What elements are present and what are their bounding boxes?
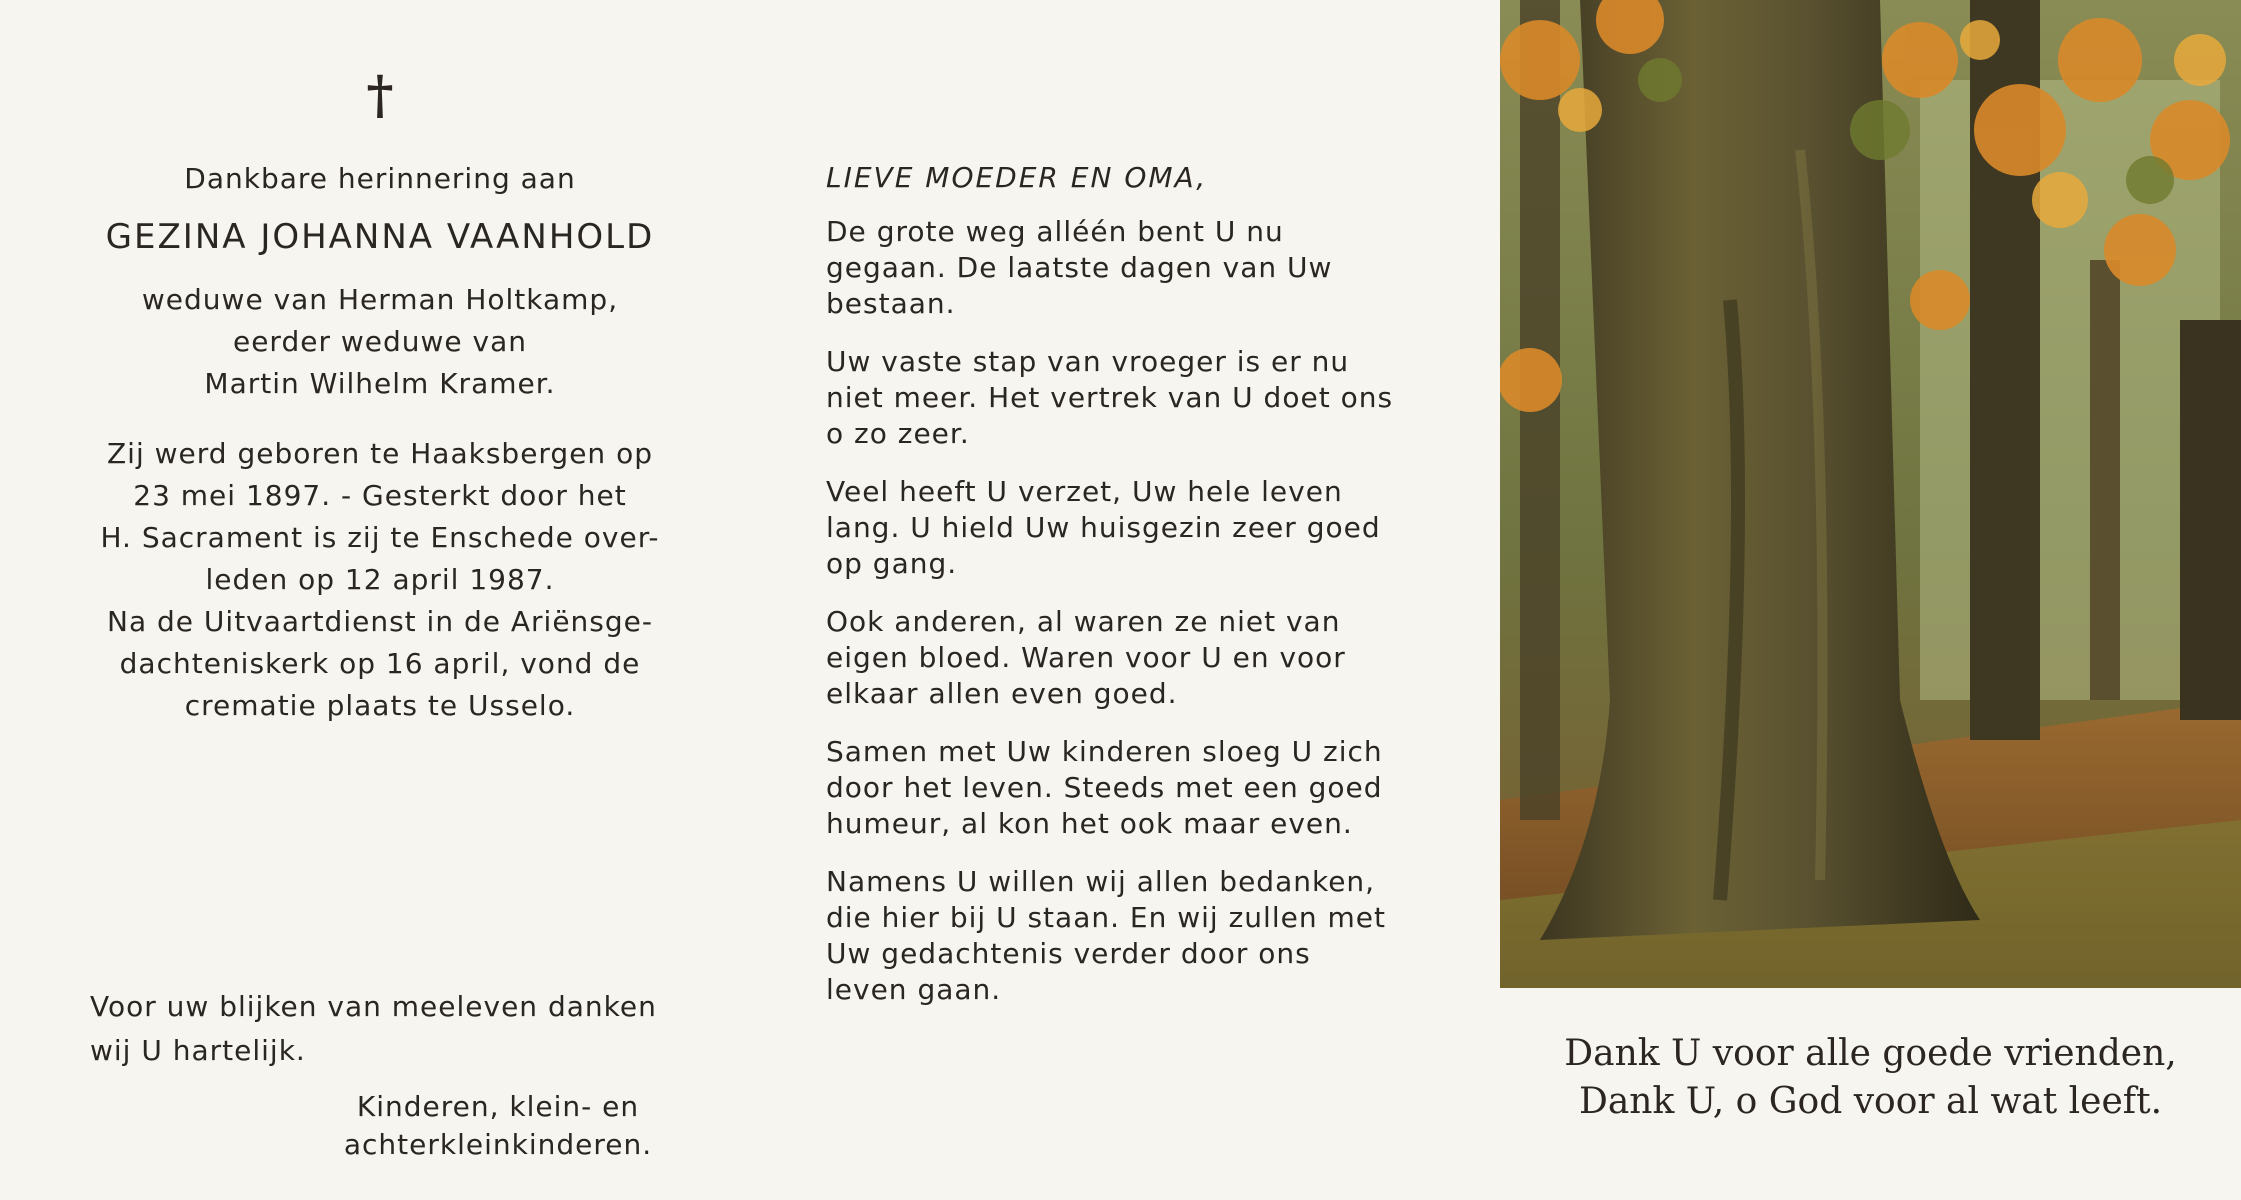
poem-line: niet meer. Het vertrek van U doet ons xyxy=(826,381,1394,414)
poem-line: Namens U willen wij allen bedanken, xyxy=(826,865,1376,898)
poem-stanza xyxy=(826,474,1426,582)
poem-stanza xyxy=(826,864,1426,1008)
poem-title: LIEVE MOEDER EN OMA, xyxy=(826,161,1208,194)
bio-line: leden op 12 april 1987. xyxy=(205,563,555,596)
bio-line: crematie plaats te Usselo. xyxy=(184,689,576,722)
poem-line: o zo zeer. xyxy=(826,417,970,450)
poem-line: Samen met Uw kinderen sloeg U zich xyxy=(826,735,1383,768)
poem-line: bestaan. xyxy=(826,287,956,320)
signer-line: achterkleinkinderen. xyxy=(343,1128,653,1161)
poem-line: eigen bloed. Waren voor U en voor xyxy=(826,641,1346,674)
widow-text xyxy=(70,279,690,405)
poem-stanza xyxy=(826,214,1426,322)
signers-text xyxy=(288,1088,708,1164)
thanks-line: Voor uw blijken van meeleven danken xyxy=(90,990,657,1023)
poem-line: Veel heeft U verzet, Uw hele leven xyxy=(826,475,1343,508)
poem-line: die hier bij U staan. En wij zullen met xyxy=(826,901,1386,934)
poem-line: door het leven. Steeds met een goed xyxy=(826,771,1383,804)
bio-line: dachteniskerk op 16 april, vond de xyxy=(119,647,641,680)
poem-stanza xyxy=(826,734,1426,842)
verse-caption xyxy=(1500,1030,2241,1126)
deceased-name: GEZINA JOHANNA VAANHOLD xyxy=(105,217,655,257)
widow-line: Martin Wilhelm Kramer. xyxy=(204,367,556,400)
poem-line: Uw gedachtenis verder door ons xyxy=(826,937,1311,970)
poem-stanza xyxy=(826,344,1426,452)
poem-line: De grote weg alléén bent U nu xyxy=(826,215,1284,248)
cross-icon: † xyxy=(366,65,394,126)
poem-line: humeur, al kon het ook maar even. xyxy=(826,807,1353,840)
poem-line: elkaar allen even goed. xyxy=(826,677,1178,710)
left-panel xyxy=(70,65,690,727)
widow-line: eerder weduwe van xyxy=(232,325,528,358)
poem-line: gegaan. De laatste dagen van Uw xyxy=(826,251,1333,284)
thanks-line: wij U hartelijk. xyxy=(90,1034,306,1067)
poem-line: leven gaan. xyxy=(826,973,1002,1006)
autumn-trees-photo xyxy=(1500,0,2241,988)
poem-stanzas xyxy=(826,214,1426,1008)
poem-line: Uw vaste stap van vroeger is er nu xyxy=(826,345,1350,378)
poem-line: lang. U hield Uw huisgezin zeer goed xyxy=(826,511,1381,544)
widow-line: weduwe van Herman Holtkamp, xyxy=(141,283,619,316)
intro-text: Dankbare herinnering aan xyxy=(184,162,576,195)
poem-panel xyxy=(826,160,1426,1030)
signer-line: Kinderen, klein- en xyxy=(356,1090,640,1123)
bio-line: H. Sacrament is zij te Enschede over- xyxy=(100,521,660,554)
poem-line: op gang. xyxy=(826,547,958,580)
bio-line: 23 mei 1897. - Gesterkt door het xyxy=(133,479,627,512)
bio-line: Na de Uitvaartdienst in de Ariënsge- xyxy=(107,605,653,638)
caption-line: Dank U, o God voor al wat leeft. xyxy=(1578,1081,2163,1122)
poem-stanza xyxy=(826,604,1426,712)
biography-text xyxy=(70,433,690,727)
thanks-text xyxy=(90,985,710,1073)
poem-line: Ook anderen, al waren ze niet van xyxy=(826,605,1341,638)
caption-line: Dank U voor alle goede vrienden, xyxy=(1564,1033,2177,1074)
bio-line: Zij werd geboren te Haaksbergen op xyxy=(107,437,653,470)
